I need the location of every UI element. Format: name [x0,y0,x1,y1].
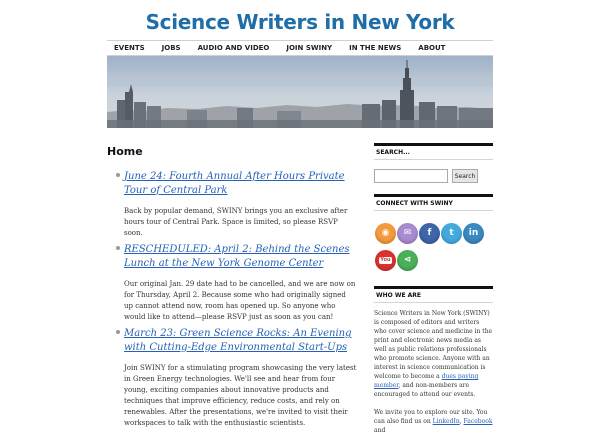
rss-icon[interactable] [375,223,396,244]
site-title[interactable]: Science Writers in New York [145,10,455,34]
nav-item-in-the-news[interactable]: IN THE NEWS [349,44,402,52]
search-button[interactable]: Search [452,169,478,183]
main-content [107,145,357,433]
search-row [374,169,493,183]
facebook-icon-glyph: f [427,228,432,238]
about-paragraph [374,309,493,399]
connect-widget-title: CONNECT WITH SWINY [374,197,493,211]
post-excerpt: Join SWINY for a stimulating program showcasing the very latest in Green Energy technologies. We'll see and hear from four young, exciting companies about innovative products and techniques that improve efficiency, reduce costs, and rely on renewables. After the presentations, we're invited to visit their workspaces to talk with the enthusiastic scientists. [124,364,357,427]
linkedin-icon-glyph: in [468,228,479,238]
youtube-icon-glyph: You [380,257,391,263]
post-excerpt: Our original Jan. 29 date had to be cancelled, and we are now on for Thursday, April 2. Because some who had originally signed up cannot attend now, room has opened up. So anyone who would like to attend—please RSVP just as soon as you can! [124,280,356,321]
about-text-part: , [459,418,464,425]
facebook-icon[interactable] [419,223,440,244]
bullet-icon [116,330,120,334]
twitter-icon[interactable] [441,223,462,244]
skyline-image [107,56,493,128]
page-title: Home [107,145,143,158]
twitter-icon-glyph: t [449,228,454,238]
list-item [107,327,357,429]
search-widget [374,143,493,183]
post-title-link[interactable]: March 23: Green Science Rocks: An Evening with Cutting-Edge Environmental Start-Ups [124,328,352,353]
search-widget-title: SEARCH... [374,146,493,160]
linkedin-icon[interactable] [463,223,484,244]
post-list [107,170,357,429]
list-item [107,243,357,323]
rss-icon-glyph: ◉ [381,228,390,238]
about-paragraph [374,408,493,435]
email-icon[interactable] [397,223,418,244]
connect-widget [374,194,493,279]
social-icons [374,211,493,279]
post-title-link[interactable]: June 24: Fourth Annual After Hours Private Tour of Central Park [124,171,345,196]
about-widget [374,286,493,435]
post-title-link[interactable]: RESCHEDULED: April 2: Behind the Scenes Lunch at the New York Genome Center [124,244,350,269]
nav-item-events[interactable]: EVENTS [114,44,145,52]
dues-member-link[interactable]: dues paying member [374,373,479,389]
search-input[interactable] [374,169,448,183]
sidebar [374,143,493,444]
bullet-icon [116,246,120,250]
list-item [107,170,357,239]
nav-item-join-swiny[interactable]: JOIN SWINY [286,44,333,52]
email-icon-glyph: ✉ [403,228,412,238]
youtube-icon[interactable] [375,250,396,271]
bullet-icon [116,173,120,177]
about-text [374,303,493,435]
share-icon-glyph: ⋖ [403,255,412,265]
nav-item-jobs[interactable]: JOBS [161,44,181,52]
about-text-part: , and non-members are encouraged to attend our events. [374,382,476,398]
nav-item-audio-and-video[interactable]: AUDIO AND VIDEO [197,44,270,52]
post-excerpt: Back by popular demand, SWINY brings you an exclusive after hours tour of Central Park. Space is limited, so please RSVP soon. [124,207,348,237]
about-text-part: Science Writers in New York (SWINY) is composed of editors and writers who cover science and medicine in the print and electronic news media as well as public relations professionals who promote science. Anyone with an interest in science communication is welcome to become a [374,310,493,380]
skyline-banner [107,56,493,128]
share-icon[interactable] [397,250,418,271]
main-nav [107,40,493,56]
linkedin-link[interactable]: LinkedIn [432,418,460,425]
about-text-part: We invite you to explore our site. You can also find us on [374,409,488,425]
about-text-part: and [374,427,386,434]
nav-item-about[interactable]: ABOUT [418,44,446,52]
facebook-link[interactable]: Facebook [463,418,493,425]
about-widget-title: WHO WE ARE [374,289,493,303]
